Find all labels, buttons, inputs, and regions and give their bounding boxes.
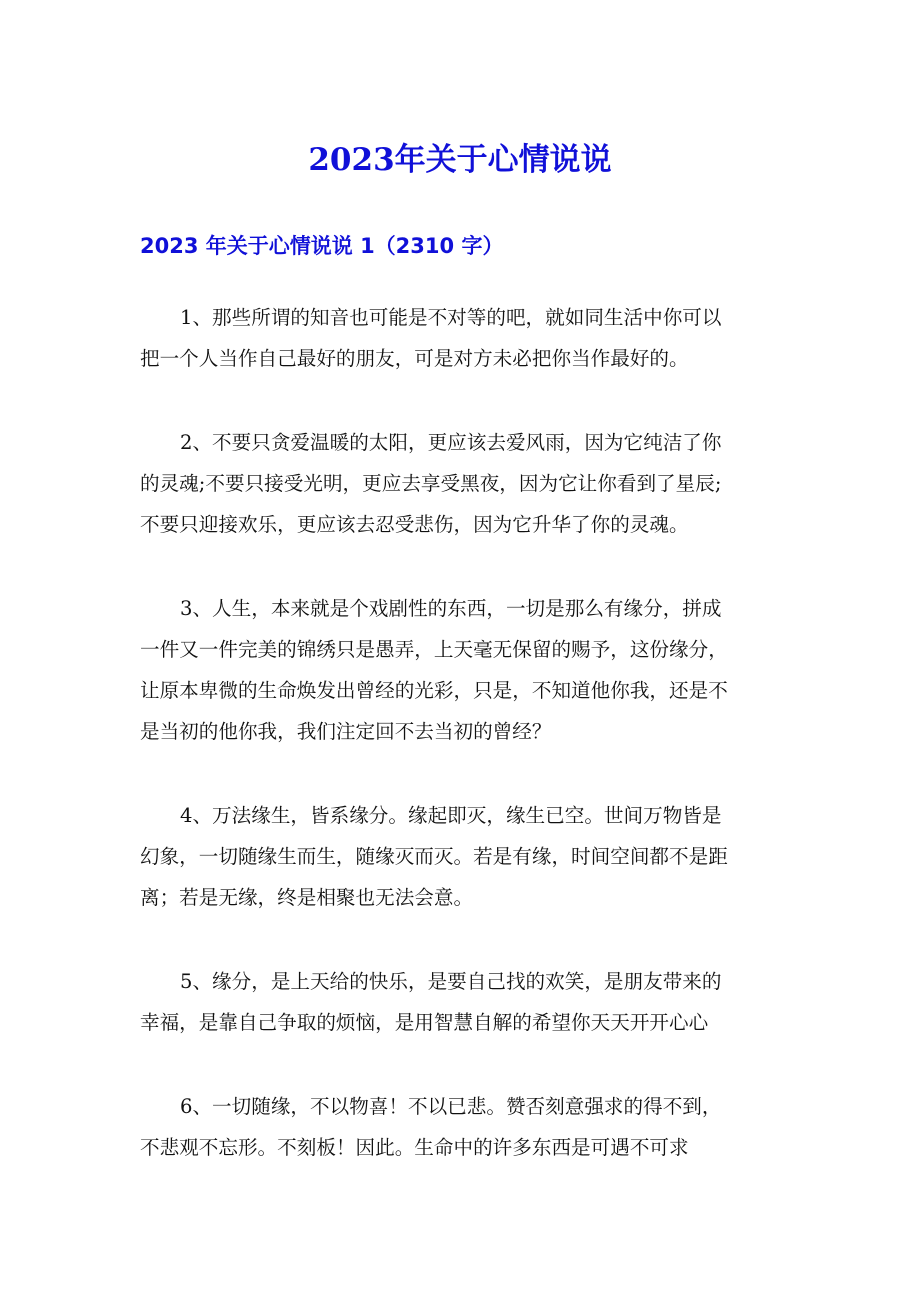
document-title: 2023年关于心情说说 (308, 142, 612, 178)
paragraph-5 (140, 961, 782, 1043)
paragraph-line: 4、万法缘生，皆系缘分。缘起即灭，缘生已空。世间万物皆是 (180, 804, 722, 827)
paragraph-line: 1、那些所谓的知音也可能是不对等的吧，就如同生活中你可以 (180, 306, 722, 329)
paragraph-6 (140, 1086, 782, 1168)
paragraph-line: 把一个人当作自己最好的朋友，可是对方未必把你当作最好的。 (140, 347, 689, 370)
paragraph-line: 不悲观不忘形。不刻板！因此。生命中的许多东西是可遇不可求 (140, 1136, 689, 1159)
paragraph-line: 的灵魂;不要只接受光明，更应去享受黑夜，因为它让你看到了星辰; (140, 472, 722, 495)
paragraph-line: 幸福，是靠自己争取的烦恼，是用智慧自解的希望你天天开开心心 (140, 1011, 709, 1034)
paragraph-line: 离；若是无缘，终是相聚也无法会意。 (140, 886, 474, 909)
paragraph-line: 让原本卑微的生命焕发出曾经的光彩，只是，不知道他你我，还是不 (140, 679, 728, 702)
paragraph-4 (140, 795, 782, 918)
section-heading: 2023 年关于心情说说 1（2310 字） (140, 234, 504, 258)
paragraph-2 (140, 422, 782, 545)
paragraph-line: 2、不要只贪爱温暖的太阳，更应该去爱风雨，因为它纯洁了你 (180, 431, 722, 454)
paragraph-line: 5、缘分，是上天给的快乐，是要自己找的欢笑，是朋友带来的 (180, 970, 722, 993)
paragraph-line: 不要只迎接欢乐，更应该去忍受悲伤，因为它升华了你的灵魂。 (140, 513, 689, 536)
paragraph-line: 幻象，一切随缘生而生，随缘灭而灭。若是有缘，时间空间都不是距 (140, 845, 728, 868)
document-body (140, 297, 782, 1211)
paragraph-line: 6、一切随缘，不以物喜！不以已悲。赞否刻意强求的得不到， (180, 1095, 722, 1118)
paragraph-line: 3、人生，本来就是个戏剧性的东西，一切是那么有缘分，拼成 (180, 597, 722, 620)
paragraph-line: 是当初的他你我，我们注定回不去当初的曾经？ (140, 720, 552, 743)
paragraph-line: 一件又一件完美的锦绣只是愚弄，上天毫无保留的赐予，这份缘分， (140, 638, 728, 661)
paragraph-3 (140, 588, 782, 752)
paragraph-1 (140, 297, 782, 379)
